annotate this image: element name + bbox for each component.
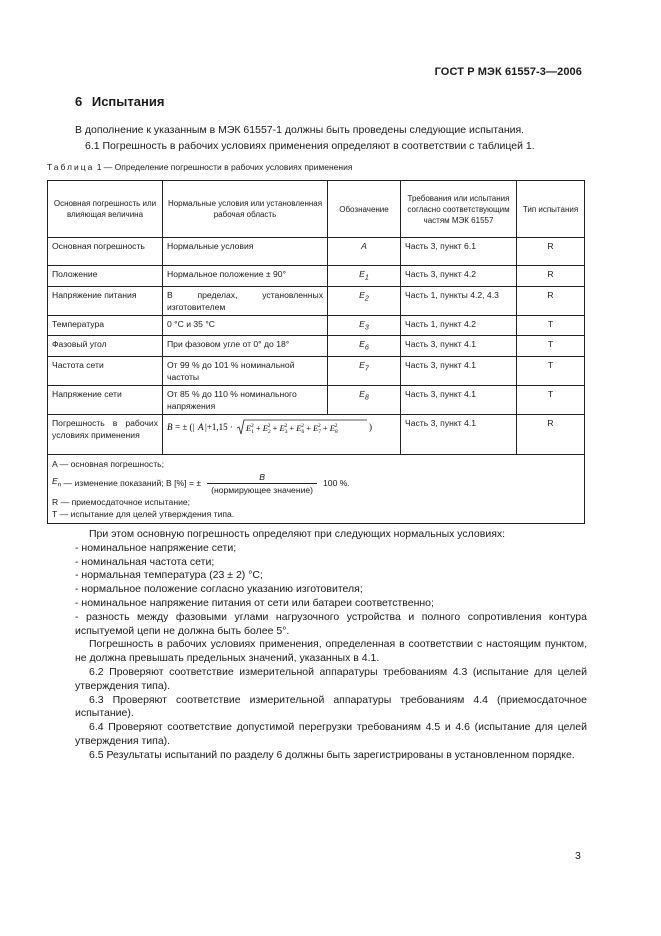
cell-symbol (328, 286, 401, 315)
note-variation-text: — изменение показаний; B [%] = ± (63, 478, 202, 489)
cell-conditions: Нормальное положение ± 90° (163, 266, 328, 287)
table-header-row (48, 181, 585, 238)
table-notes (48, 455, 585, 524)
standard-header: ГОСТ Р МЭК 61557-3—2006 (434, 66, 582, 78)
cell-formula (163, 415, 401, 455)
intro-paragraph-2: 6.1 Погрешность в рабочих условиях применения определяют в соответствии с таблицей 1. (85, 140, 535, 152)
list-item: - номинальное напряжение сети; (75, 541, 237, 554)
cell-quantity: Напряжение питания (48, 286, 163, 315)
cell-quantity: Основная погрешность (48, 238, 163, 266)
error-formula (167, 417, 397, 437)
cell-quantity: Напряжение сети (48, 386, 163, 415)
fraction-numerator: B (259, 471, 265, 482)
cell-conditions: 0 °С и 35 °С (163, 315, 328, 336)
table-row (48, 386, 585, 415)
header-requirement: Требования или испытания согласно соответствующим частям МЭК 61557 (401, 181, 517, 238)
symbol-subscript: 6 (364, 344, 369, 353)
svg-text:|+1,15 ·: |+1,15 · (205, 422, 233, 433)
table-row (48, 415, 585, 455)
table-row (48, 336, 585, 357)
paragraph-6-2: 6.2 Проверяют соответствие измерительной аппаратуры требованиям 4.3 (испытание для целей утверждения типа). (75, 665, 587, 692)
table-row (48, 357, 585, 386)
body-text (75, 528, 587, 763)
table-caption (47, 162, 352, 172)
cell-requirement: Часть 3, пункт 4.1 (401, 336, 517, 357)
fraction-denominator: (нормирующее значение) (207, 483, 317, 496)
header-quantity: Основная погрешность или влияющая величина (48, 181, 163, 238)
list-item: - номинальное напряжение питания от сети или батареи соответственно; (75, 596, 434, 609)
symbol-subscript: 7 (364, 364, 369, 373)
symbol-letter: E (359, 318, 365, 329)
cell-type: R (517, 266, 585, 287)
symbol-letter: E (359, 360, 365, 371)
cell-conditions: От 99 % до 101 % номинальной частоты (163, 357, 328, 386)
cell-conditions: В пределах, установленных изготовителем (163, 286, 328, 315)
note-fraction (207, 471, 317, 496)
body-lead: При этом основную погрешность определяют при следующих нормальных условиях: (89, 528, 506, 540)
svg-text:E12 + E22 + E32 + E62 + E72 +: $E_12 + E_22 + E_32 + E_62 + E_72 + E_82$ (246, 423, 338, 436)
list-item: - разность между фазовыми углами нагрузочного устройства и полного сопротивления контура испытуемой цепи не должна быть более 5°. (75, 610, 587, 637)
section-number: 6 (75, 94, 83, 109)
header-type: Тип испытания (517, 181, 585, 238)
list-item: - номинальная частота сети; (75, 555, 215, 568)
symbol-letter: E (359, 389, 365, 400)
paragraph-6-5: 6.5 Результаты испытаний по разделу 6 должны быть зарегистрированы в установленном порядке. (89, 748, 575, 761)
cell-type: R (517, 286, 585, 315)
note-variation-suffix: 100 %. (323, 478, 350, 489)
cell-quantity: Положение (48, 266, 163, 287)
header-conditions: Нормальные условия или установленная рабочая область (163, 181, 328, 238)
svg-text:): ) (369, 422, 372, 433)
paragraph-6-3: 6.3 Проверяют соответствие измерительной аппаратуры требованиям 4.4 (приемосдаточное испытание). (75, 693, 587, 720)
cell-type: T (517, 357, 585, 386)
cell-type: T (517, 315, 585, 336)
table-row (48, 266, 585, 287)
cell-symbol (328, 315, 401, 336)
cell-requirement: Часть 3, пункт 4.1 (401, 386, 517, 415)
table-notes-row (48, 455, 585, 524)
table-row (48, 315, 585, 336)
cell-symbol (328, 266, 401, 287)
cell-conditions: От 85 % до 110 % номинального напряжения (163, 386, 328, 415)
symbol-letter: A (361, 241, 367, 251)
symbol-subscript: 2 (364, 294, 369, 303)
section-title (75, 94, 164, 109)
intro-paragraph-1: В дополнение к указанным в МЭК 61557-1 должны быть проведены следующие испытания. (75, 124, 525, 136)
cell-requirement: Часть 3, пункт 4.1 (401, 415, 517, 455)
note-type-test: Т — испытание для целей утверждения типа. (52, 509, 235, 520)
note-variation-symbol: $E_n$ (52, 475, 62, 489)
cell-quantity: Погрешность в рабочих условиях применения (48, 415, 163, 455)
list-item: - нормальная температура (23 ± 2) °С; (75, 569, 263, 582)
cell-conditions: Нормальные условия (163, 238, 328, 266)
symbol-subscript: 3 (364, 323, 369, 332)
table-caption-text: 1 — Определение погрешности в рабочих условиях применения (96, 162, 353, 172)
paragraph-error: Погрешность в рабочих условиях применения, определенная в соответствии с настоящим пунктом, не должна превышать предельных значений, указанных в 4.1. (75, 638, 587, 665)
cell-requirement: Часть 1, пункт 4.2 (401, 315, 517, 336)
cell-type: T (517, 336, 585, 357)
cell-conditions: При фазовом угле от 0° до 18° (163, 336, 328, 357)
list-item: - нормальное положение согласно указанию изготовителя; (75, 583, 363, 596)
paragraph-6-4: 6.4 Проверяют соответствие допустимой перегрузки требованиям 4.5 и 4.6 (испытание для целей утверждения типа). (75, 721, 587, 747)
note-basic-error: A — основная погрешность; (52, 459, 165, 470)
svg-text:A: A (198, 422, 204, 433)
svg-text:= ± (|: = ± (| (175, 422, 195, 433)
cell-symbol (328, 336, 401, 357)
page-number: 3 (575, 850, 581, 862)
cell-type: T (517, 386, 585, 415)
section-heading: Испытания (91, 94, 165, 109)
cell-requirement: Часть 3, пункт 4.1 (401, 357, 517, 386)
symbol-letter: E (359, 339, 365, 350)
cell-quantity: Фазовый угол (48, 336, 163, 357)
cell-symbol (328, 357, 401, 386)
cell-requirement: Часть 1, пункты 4.2, 4.3 (401, 286, 517, 315)
symbol-subscript: 8 (364, 393, 369, 402)
note-variation (52, 470, 580, 496)
symbol-subscript: 1 (364, 273, 369, 282)
cell-quantity: Температура (48, 315, 163, 336)
table-row (48, 238, 585, 266)
symbol-letter: E (359, 289, 365, 300)
cell-symbol (328, 386, 401, 415)
cell-symbol (328, 238, 401, 266)
cell-type: R (517, 238, 585, 266)
intro-block (75, 122, 587, 154)
cell-quantity: Частота сети (48, 357, 163, 386)
cell-type: R (517, 415, 585, 455)
svg-text:B: B (167, 422, 173, 433)
accuracy-table (47, 180, 585, 524)
symbol-letter: E (359, 269, 365, 279)
cell-requirement: Часть 3, пункт 6.1 (401, 238, 517, 266)
note-acceptance-test: R — приемосдаточное испытание; (52, 497, 191, 508)
table-row (48, 286, 585, 315)
cell-requirement: Часть 3, пункт 4.2 (401, 266, 517, 287)
table-caption-label: Таблица (47, 162, 95, 172)
header-symbol: Обозначение (328, 181, 401, 238)
